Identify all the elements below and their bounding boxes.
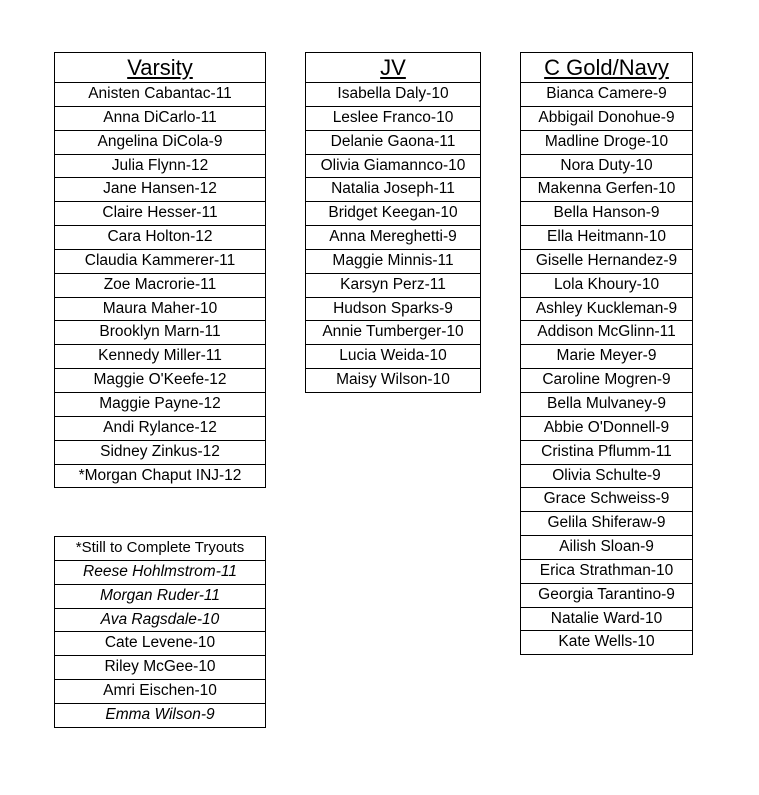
player-row: Giselle Hernandez-9 [521, 250, 692, 274]
player-row: Anisten Cabantac-11 [55, 83, 265, 107]
player-row: Erica Strathman-10 [521, 560, 692, 584]
player-row: Annie Tumberger-10 [306, 321, 480, 345]
player-row: Ailish Sloan-9 [521, 536, 692, 560]
varsity-roster-table [54, 52, 266, 488]
player-row: Gelila Shiferaw-9 [521, 512, 692, 536]
player-row: Madline Droge-10 [521, 131, 692, 155]
player-row: Nora Duty-10 [521, 155, 692, 179]
player-row: Makenna Gerfen-10 [521, 178, 692, 202]
player-row: Julia Flynn-12 [55, 155, 265, 179]
player-row: Brooklyn Marn-11 [55, 321, 265, 345]
jv-roster-table [305, 52, 481, 393]
player-row: Maggie Payne-12 [55, 393, 265, 417]
varsity-rows [55, 83, 265, 488]
player-row: Maura Maher-10 [55, 298, 265, 322]
player-row: Cara Holton-12 [55, 226, 265, 250]
player-row: Cristina Pflumm-11 [521, 441, 692, 465]
player-row: Zoe Macrorie-11 [55, 274, 265, 298]
player-row: *Morgan Chaput INJ-12 [55, 465, 265, 489]
player-row: Abbie O'Donnell-9 [521, 417, 692, 441]
player-row: Maggie O'Keefe-12 [55, 369, 265, 393]
player-row: Bella Mulvaney-9 [521, 393, 692, 417]
pending-tryouts-note: *Still to Complete Tryouts [55, 537, 265, 561]
player-row: Cate Levene-10 [55, 632, 265, 656]
player-row: Marie Meyer-9 [521, 345, 692, 369]
player-row: Riley McGee-10 [55, 656, 265, 680]
player-row: Claire Hesser-11 [55, 202, 265, 226]
player-row: Bianca Camere-9 [521, 83, 692, 107]
player-row: Ava Ragsdale-10 [55, 609, 265, 633]
player-row: Jane Hansen-12 [55, 178, 265, 202]
player-row: Angelina DiCola-9 [55, 131, 265, 155]
player-row: Lola Khoury-10 [521, 274, 692, 298]
player-row: Natalia Joseph-11 [306, 178, 480, 202]
player-row: Delanie Gaona-11 [306, 131, 480, 155]
player-row: Georgia Tarantino-9 [521, 584, 692, 608]
player-row: Sidney Zinkus-12 [55, 441, 265, 465]
player-row: Ashley Kuckleman-9 [521, 298, 692, 322]
player-row: Ella Heitmann-10 [521, 226, 692, 250]
player-row: Reese Hohlmstrom-11 [55, 561, 265, 585]
jv-rows [306, 83, 480, 393]
c-gold-navy-roster-table [520, 52, 693, 655]
c-gold-navy-rows [521, 83, 692, 655]
player-row: Caroline Mogren-9 [521, 369, 692, 393]
player-row: Kennedy Miller-11 [55, 345, 265, 369]
player-row: Grace Schweiss-9 [521, 488, 692, 512]
player-row: Olivia Giamannco-10 [306, 155, 480, 179]
player-row: Olivia Schulte-9 [521, 465, 692, 489]
player-row: Anna DiCarlo-11 [55, 107, 265, 131]
player-row: Karsyn Perz-11 [306, 274, 480, 298]
pending-rows [55, 561, 265, 728]
varsity-header: Varsity [55, 53, 265, 83]
player-row: Morgan Ruder-11 [55, 585, 265, 609]
player-row: Bridget Keegan-10 [306, 202, 480, 226]
player-row: Isabella Daly-10 [306, 83, 480, 107]
player-row: Addison McGlinn-11 [521, 321, 692, 345]
jv-header: JV [306, 53, 480, 83]
player-row: Anna Mereghetti-9 [306, 226, 480, 250]
c-gold-navy-header: C Gold/Navy [521, 53, 692, 83]
player-row: Emma Wilson-9 [55, 704, 265, 728]
pending-tryouts-table [54, 536, 266, 728]
player-row: Andi Rylance-12 [55, 417, 265, 441]
player-row: Bella Hanson-9 [521, 202, 692, 226]
player-row: Maisy Wilson-10 [306, 369, 480, 393]
player-row: Natalie Ward-10 [521, 608, 692, 632]
player-row: Lucia Weida-10 [306, 345, 480, 369]
player-row: Leslee Franco-10 [306, 107, 480, 131]
player-row: Hudson Sparks-9 [306, 298, 480, 322]
player-row: Maggie Minnis-11 [306, 250, 480, 274]
player-row: Claudia Kammerer-11 [55, 250, 265, 274]
player-row: Kate Wells-10 [521, 631, 692, 655]
player-row: Amri Eischen-10 [55, 680, 265, 704]
player-row: Abbigail Donohue-9 [521, 107, 692, 131]
